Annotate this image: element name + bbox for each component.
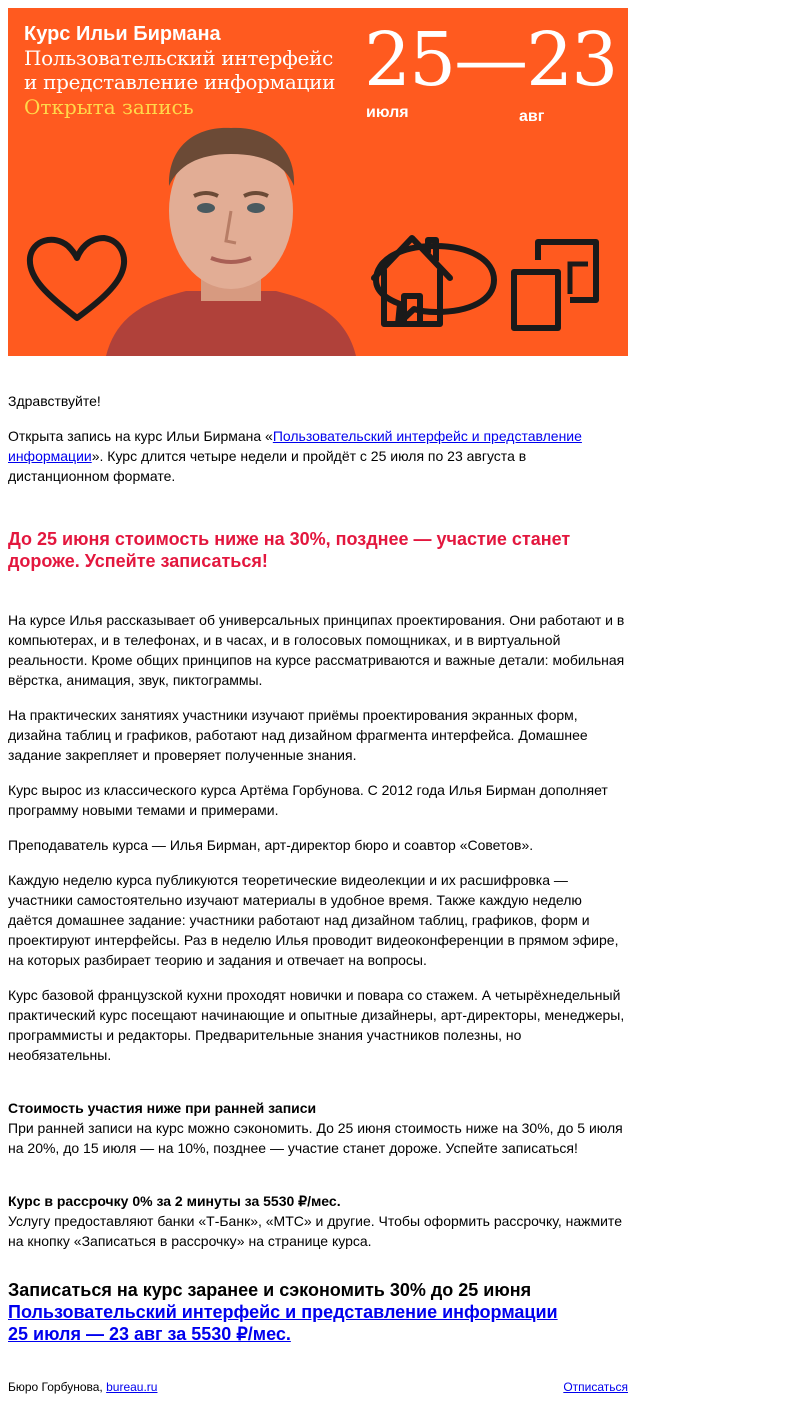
early-registration-title: Стоимость участия ниже при ранней записи	[8, 1100, 317, 1116]
course-banner[interactable]	[8, 8, 628, 356]
promo-banner-text: До 25 июня стоимость ниже на 30%, позднее — участие станет дороже. Успейте записаться!	[8, 529, 571, 571]
intro-after: ». Курс длится четыре недели и пройдёт с 25 июля по 23 августа в дистанционном формате.	[8, 448, 527, 484]
banner-month-start: июля	[366, 104, 409, 121]
early-registration-text: При ранней записи на курс можно сэкономить. До 25 июня стоимость ниже на 30%, до 5 июля на 20%, до 15 июля — на 10%, позднее — участие станет дороже. Успейте записаться!	[8, 1120, 623, 1156]
cta-heading: Записаться на курс заранее и сэкономить 30% до 25 июня	[8, 1280, 532, 1300]
cta-course-line	[8, 1301, 628, 1323]
window-icon	[508, 234, 608, 334]
cta-course-link[interactable]: Пользовательский интерфейс и представление информации	[8, 1302, 558, 1322]
intro-before: Открыта запись на курс Ильи Бирмана «	[8, 428, 273, 444]
greeting: Здравствуйте!	[8, 393, 101, 409]
installment-text: Услугу предоставляют банки «Т-Банк», «МТС» и другие. Чтобы оформить рассрочку, нажмите на кнопку «Записаться в рассрочку» на странице курса.	[8, 1213, 622, 1249]
banner-title-line2: и представление информации	[24, 70, 336, 94]
footer-site-link[interactable]: bureau.ru	[106, 1380, 158, 1394]
email-content	[8, 8, 628, 1345]
instructor-photo	[106, 116, 356, 356]
intro-paragraph	[8, 426, 628, 486]
cta-dates-line	[8, 1323, 628, 1345]
unsubscribe-link[interactable]: Отписаться	[563, 1380, 628, 1394]
banner-date-range: 25—23	[364, 17, 617, 103]
email-footer	[8, 1378, 628, 1396]
banner-title-block	[24, 22, 335, 120]
body-paragraph-6: Курс базовой французской кухни проходят новички и повара со стажем. А четырёхнедельный практический курс посещают начинающие и опытные дизайнеры, арт-директоры, менеджеры, программисты и редакторы. Предварительные знания участников полезны, но необязательны.	[8, 987, 625, 1063]
body-paragraph-3: Курс вырос из классического курса Артёма Горбунова. С 2012 года Илья Бирман дополняет программу новыми темами и примерами.	[8, 782, 608, 818]
banner-dates	[364, 17, 617, 125]
body-paragraph-4: Преподаватель курса — Илья Бирман, арт-директор бюро и соавтор «Советов».	[8, 837, 534, 853]
speech-bubble-icon	[370, 240, 500, 330]
installment-title: Курс в рассрочку 0% за 2 минуты за 5530 ₽/мес.	[8, 1193, 341, 1209]
intro-course-link[interactable]: Пользовательский интерфейс и представление информации	[8, 428, 582, 464]
banner-course-author: Курс Ильи Бирмана	[24, 23, 221, 45]
body-paragraph-5: Каждую неделю курса публикуются теоретические видеолекции и их расшифровка — участники самостоятельно изучают материалы в удобное время. Также каждую неделю даётся домашнее задание: участники работают над дизайном таблиц, графиков, форм и проектируют интерфейсы. Раз в неделю Илья проводит видеоконференции в прямом эфире, на которых разбирает теорию и задания и отвечает на вопросы.	[8, 872, 619, 968]
footer-org: Бюро Горбунова,	[8, 1380, 103, 1394]
banner-status: Открыта запись	[24, 95, 194, 119]
banner-title-line1: Пользовательский интерфейс	[24, 46, 334, 70]
banner-month-end: авг	[519, 108, 545, 125]
body-paragraph-1: На курсе Илья рассказывает об универсальных принципах проектирования. Они работают и в компьютерах, и в телефонах, и в часах, и в голосовых помощниках, и в виртуальной реальности. Кроме общих принципов на курсе рассматриваются и важные детали: мобильная вёрстка, анимация, звук, пиктограммы.	[8, 612, 625, 688]
cta-dates-link[interactable]: 25 июля — 23 авг за 5530 ₽/мес.	[8, 1324, 291, 1344]
body-paragraph-2: На практических занятиях участники изучают приёмы проектирования экранных форм, дизайна таблиц и графиков, работают над дизайном фрагмента интерфейса. Домашнее задание закрепляет и проверяет полученные знания.	[8, 707, 588, 763]
